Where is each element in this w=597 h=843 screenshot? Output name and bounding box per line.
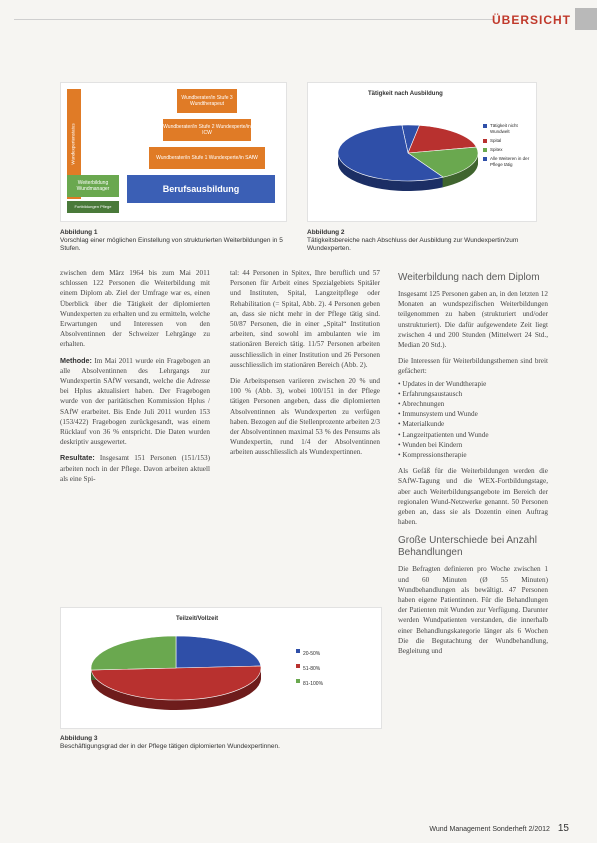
list-item: • Materialkunde	[398, 419, 548, 429]
list-item: • Updates in der Wundtherapie	[398, 379, 548, 389]
figure-3-caption	[60, 735, 390, 751]
legend-label: Tätigkeit nicht Wundwelt	[490, 123, 518, 134]
legend-item	[483, 147, 535, 153]
col1-paragraph-3	[60, 453, 210, 484]
figure-2-caption-title: Abbildung 2	[307, 229, 345, 236]
legend-label: 51-80%	[303, 666, 321, 672]
legend-item	[483, 123, 535, 135]
pyramid-level-2	[163, 119, 251, 141]
figure-1-caption	[60, 229, 300, 253]
figure-2-legend	[483, 123, 535, 171]
pyramid-level-3-label: Wundberater/in Stufe 1 Wundexperte/in SAfW	[156, 155, 258, 161]
legend-label: 20-50%	[303, 651, 321, 657]
figure-2-caption	[307, 229, 547, 253]
heading-weiterbildung: Weiterbildung nach dem Diplom	[398, 272, 540, 283]
pyramid-level-4-label: Weiterbildung Wundmanager	[76, 180, 110, 192]
method-text: Im Mai 2011 wurde ein Fragebogen an alle Absolventinnen des Lehrgangs zur Wundexpertin SAfW versandt, welche die Adresse bei Hplus aktualisiert haben. Der Fragebogen wurde von der paritätischen Kommission Hplus / SAfW erarbeitet. Bis Ende Juli 2011 wurden 153 (153/422) Fragebogen zurückgesandt, was einem Rücklauf von 36 % entspricht. Die Daten wurden deskriptiv ausgewertet.	[60, 356, 210, 447]
col2-paragraph-2: Die Arbeitspensen variieren zwischen 20 % und 100 % (Abb. 3), wobei 100/151 in der Pflege tätigen Personen angeben, dass die diplomierten Absolventinnen als Wundexperten zu verfügen haben. Bezogen auf die Stellenprozente arbeiten 2/3 der Absolventinnen maximal 53 % des Pensums als Wundexpertin, rund 1/4 der Absolventinnen arbeiten ausschliesslich als Wundexpertinnen.	[230, 377, 380, 457]
text-column-2	[230, 268, 380, 464]
legend-item	[296, 678, 376, 690]
results-text: Insgesamt 151 Personen (151/153) arbeiten noch in der Pflege. Davon arbeiten aktuell als eine Spi-	[60, 454, 210, 483]
figure-3	[60, 607, 382, 729]
col3-paragraph-1: Insgesamt 125 Personen gaben an, in den letzten 12 Monaten an wundspezifischen Weiterbildungen teilgenommen zu haben (strukturiert und/oder unstrukturiert). Die dafür aufgewendete Zeit liegt zwischen 4 und 200 Stunden (Mittelwert 24 Std., Median 20 Std.).	[398, 290, 548, 350]
col3-paragraph-4: Die Befragten definieren pro Woche zwischen 1 und 60 Minuten (Ø 55 Minuten) Wundbehandlungen als bewältigt. 47 Personen haben eigene Patientinnen. Für die Behandlungen der Patienten mit Wunden zur Verfügung. Darunter werden Wundpatienten verstanden, die innerhalb einer Behandlungskategorie länger als 6 Wochen Die die Begutachtung der Wundbehandlung, Begleitung und	[398, 565, 548, 656]
pyramid-side-box	[67, 201, 119, 213]
figure-1-caption-text: Vorschlag einer möglichen Einstellung von strukturierten Weiterbildungen in 5 Stufen.	[60, 237, 283, 252]
figure-3-pie-chart	[61, 628, 291, 728]
legend-swatch	[483, 139, 487, 143]
pie-slice	[91, 636, 176, 670]
pyramid-level-1-label: Wundberater/in Stufe 3 Wundtherapeut	[181, 95, 233, 107]
heading-unterschiede: Große Unterschiede bei Anzahl Behandlungen	[398, 535, 537, 559]
pyramid-level-1	[177, 89, 237, 113]
legend-swatch	[483, 124, 487, 128]
legend-swatch	[296, 649, 300, 653]
col2-paragraph-1: tal: 44 Personen in Spitex, Ihre beruflich und 57 Personen für Arbeit eines Spezialgebiets Spitäler und Instituten, Spital, Langzeitpflege oder Rehabilitation (= Spital, Abb. 2). 4 Personen geben an, dass sie nicht mehr in der Pflege tätig sind. 50/87 Personen, die in einer „Spital“ Institution arbeiten, sind sowohl im ambulanten wie im stationären Bereich tätig. 11/57 Personen arbeiten ausschliesslich in einer Institution und 26 Personen ausschliesslich im stationären Bereich (Abb. 2).	[230, 269, 380, 369]
figure-3-legend	[296, 648, 376, 693]
legend-swatch	[296, 679, 300, 683]
pyramid-level-3	[149, 147, 265, 169]
legend-item	[296, 663, 376, 675]
header-rule	[14, 19, 494, 20]
topics-list	[398, 379, 548, 461]
method-heading: Methode:	[60, 355, 92, 365]
legend-item	[483, 138, 535, 144]
legend-label: Spitex	[490, 147, 503, 152]
legend-label: Spital	[490, 138, 502, 143]
pyramid-base	[127, 175, 275, 203]
col1-paragraph-1: zwischen dem März 1964 bis zum Mai 2011 schlossen 122 Personen die Weiterbildung mit einem Diplom ab. Ziel der Umfrage war es, einen Überblick über die Tätigkeit der diplomierten Wundexperten zu erhalten und zu ermitteln, welche Erwartungen und Interessen von den Absolventinnen der Schweizer Lehrgänge zu erhalten.	[60, 269, 210, 349]
figure-2-caption-text: Tätigkeitsbereiche nach Abschluss der Ausbildung zur Wundexpertin/zum Wundexperten.	[307, 237, 519, 252]
figure-3-caption-text: Beschäftigungsgrad der in der Pflege tätigen diplomierten Wundexpertinnen.	[60, 743, 280, 750]
results-heading: Resultate:	[60, 453, 95, 463]
list-item: • Langzeitpatienten und Wunde	[398, 430, 548, 440]
figure-2-pie-chart	[308, 105, 478, 215]
list-item: • Kompressionstherapie	[398, 450, 548, 460]
figure-2-chart-title: Tätigkeit nach Ausbildung	[368, 91, 443, 97]
pie-slice	[176, 636, 261, 668]
list-item: • Wunden bei Kindern	[398, 440, 548, 450]
pyramid-side-box-label: Fortbildungen Pflege	[74, 204, 112, 209]
page-footer	[429, 823, 569, 834]
pyramid-level-2-label: Wundberater/in Stufe 2 Wundexperte/in ICW	[163, 124, 251, 136]
pyramid-base-label: Berufsausbildung	[162, 184, 240, 194]
figure-1	[60, 82, 287, 222]
pyramid-level-4	[67, 175, 119, 197]
legend-label: 81-100%	[303, 681, 324, 687]
journal-name: Wund Management Sonderheft 2/2012	[429, 826, 550, 833]
legend-swatch	[296, 664, 300, 668]
legend-label: Alle Weiteren in der Pflege tätig	[490, 156, 530, 167]
col3-paragraph-3: Als Gefäß für die Weiterbildungen werden die SAfW-Tagung und die WEX-Fortbildungstage, aber auch Weiterbildungsangebote im Bereich der regionalen Wund-Netzwerke genannt. 50 Personen geben an, dass sie als Dozentin einen Auftrag haben.	[398, 467, 548, 527]
section-tab	[575, 8, 597, 30]
legend-swatch	[483, 157, 487, 161]
figure-2	[307, 82, 537, 222]
figure-3-chart-title: Teilzeit/Vollzeit	[176, 616, 219, 622]
col3-paragraph-2: Die Interessen für Weiterbildungsthemen sind breit gefächert:	[398, 357, 548, 376]
list-item: • Erfahrungsaustausch	[398, 389, 548, 399]
section-label: ÜBERSICHT	[491, 13, 571, 27]
figure-1-caption-title: Abbildung 1	[60, 229, 98, 236]
figure-3-caption-title: Abbildung 3	[60, 735, 98, 742]
text-column-3	[398, 272, 548, 662]
col1-paragraph-2	[60, 356, 210, 448]
legend-item	[483, 156, 535, 168]
list-item: • Abrechnungen	[398, 399, 548, 409]
legend-swatch	[483, 148, 487, 152]
legend-item	[296, 648, 376, 660]
page-number: 15	[557, 823, 569, 834]
pyramid-vertical-label: Wundexpertenstatus	[71, 123, 77, 165]
text-column-1	[60, 268, 210, 490]
list-item: • Immunsystem und Wunde	[398, 409, 548, 419]
